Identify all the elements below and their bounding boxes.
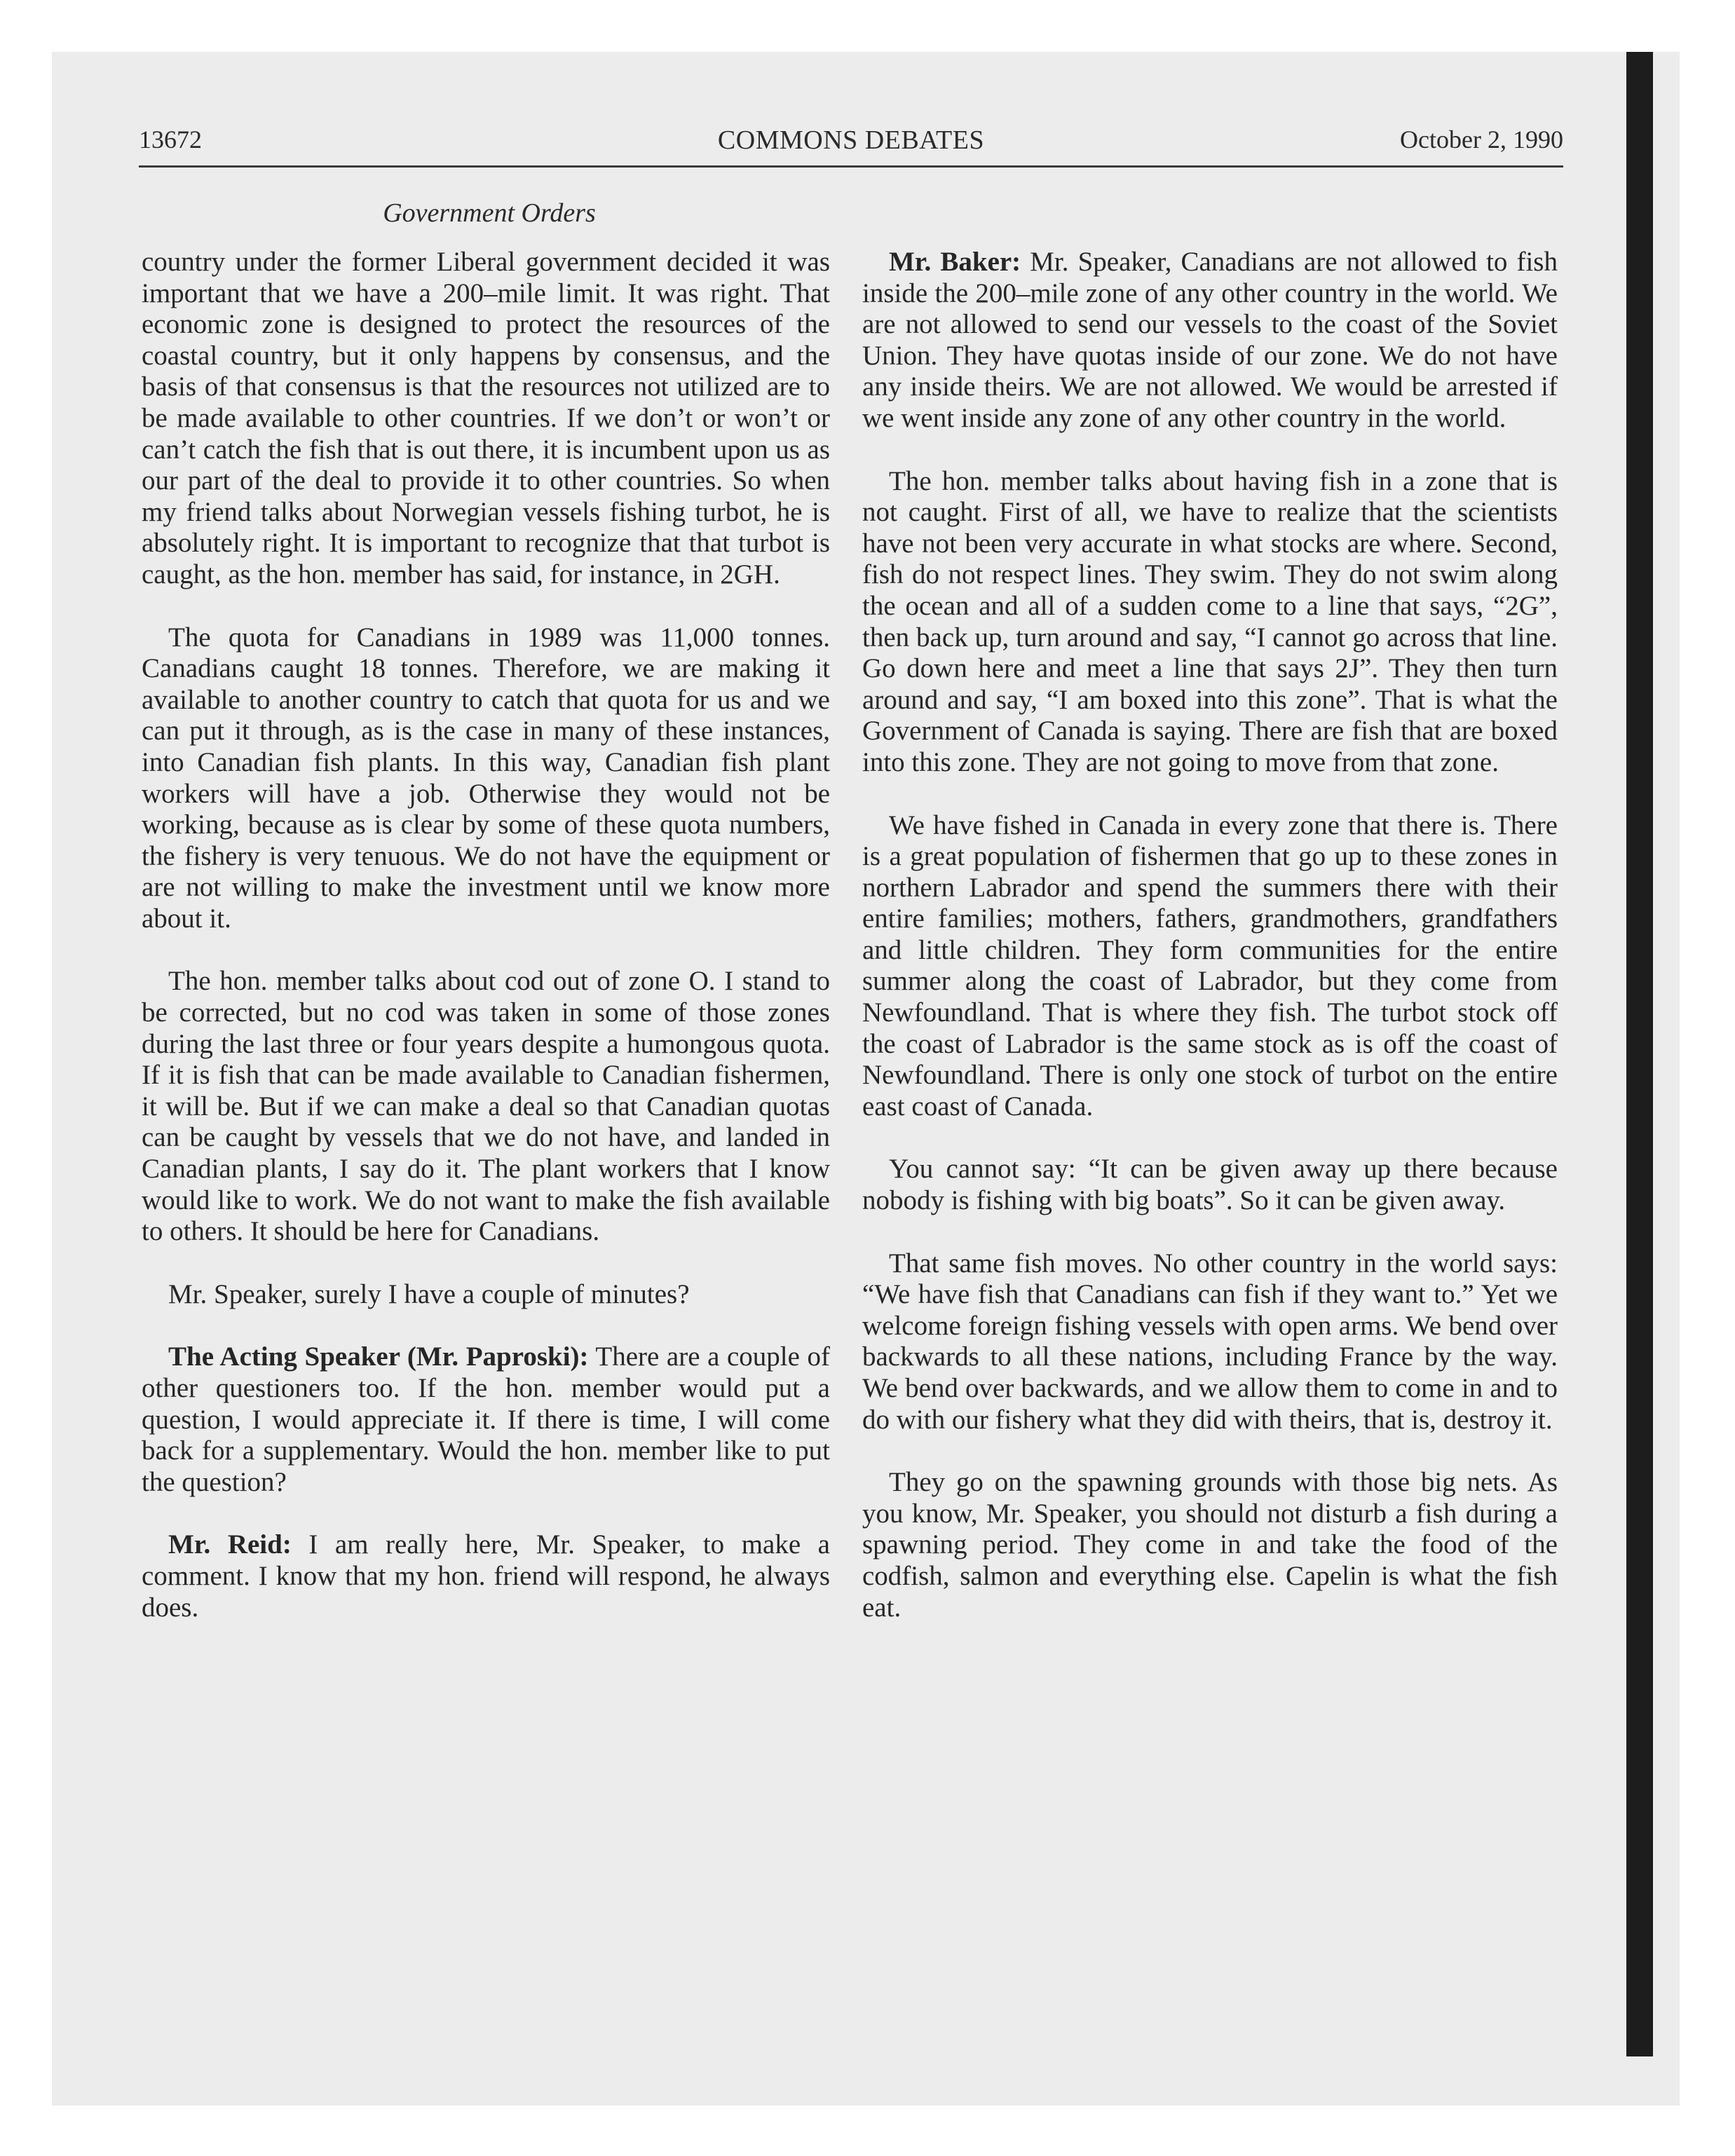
page-number: 13672: [139, 125, 202, 153]
scan-edge-shadow: [1626, 52, 1653, 2056]
header-date: October 2, 1990: [1400, 125, 1563, 153]
section-label: Government Orders: [383, 198, 596, 228]
paragraph: The quota for Canadians in 1989 was 11,000 tonnes. Canadians caught 18 tonnes. Therefore, we are making it available to another country to catch that quota for us and we can put it through, as is the case in many of these instances, into Canadian fish plants. In this way, Canadian fish plant workers will have a job. Otherwise they would not be working, because as is clear by some of these quota numbers, the fishery is very tenuous. We do not have the equipment or are not willing to make the investment until we know more about it.: [142, 622, 830, 934]
paragraph: country under the former Liberal government decided it was important that we have a 200–mile limit. It was right. That economic zone is designed to protect the resources of the coastal country, but it only happens by consensus, and the basis of that consensus is that the resources not utilized are to be made available to other countries. If we don’t or won’t or can’t catch the fish that is out there, it is incumbent upon us as our part of the deal to provide it to other countries. So when my friend talks about Norwegian vessels fishing turbot, he is absolutely right. It is important to recognize that that turbot is caught, as the hon. member has said, for instance, in 2GH.: [142, 247, 830, 589]
left-column: [142, 247, 830, 1623]
paragraph: They go on the spawning grounds with those big nets. As you know, Mr. Speaker, you should not disturb a fish during a spawning period. They come in and take the food of the codfish, salmon and everything else. Capelin is what the fish eat.: [862, 1467, 1558, 1623]
page-header: [139, 125, 1563, 160]
paragraph: [862, 247, 1558, 435]
speech-text: Mr. Speaker, Canadians are not allowed to fish inside the 200–mile zone of any other country in the world. We are not allowed to send our vessels to the coast of the Soviet Union. They have quotas inside of our zone. We do not have any inside theirs. We are not allowed. We would be arrested if we went inside any zone of any other country in the world.: [862, 247, 1558, 433]
speaker-name: Mr. Baker:: [889, 247, 1021, 277]
paragraph: The hon. member talks about cod out of zone O. I stand to be corrected, but no cod was taken in some of those zones during the last three or four years despite a humongous quota. If it is fish that can be made available to Canadian fishermen, it will be. But if we can make a deal so that Canadian quotas can be caught by vessels that we do not have, and landed in Canadian plants, I say do it. The plant workers that I know would like to work. We do not want to make the fish available to others. It should be here for Canadians.: [142, 966, 830, 1247]
paragraph: [142, 1529, 830, 1623]
journal-title: COMMONS DEBATES: [717, 125, 985, 155]
speaker-name: The Acting Speaker (Mr. Paproski):: [168, 1342, 589, 1372]
speech-text: There are a couple of other questioners too. If the hon. member would put a question, I would appreciate it. If there is time, I will come back for a supplementary. Would the hon. member like to put the question?: [142, 1342, 830, 1497]
speaker-name: Mr. Reid:: [168, 1529, 292, 1560]
paragraph: Mr. Speaker, surely I have a couple of minutes?: [168, 1278, 690, 1309]
paragraph: The hon. member talks about having fish in a zone that is not caught. First of all, we have to realize that the scientists have not been very accurate in what stocks are where. Second, fish do not respect lines. They swim. They do not swim along the ocean and all of a sudden come to a line that says, “2G”, then back up, turn around and say, “I cannot go across that line. Go down here and meet a line that says 2J”. They then turn around and say, “I am boxed into this zone”. That is what the Government of Canada is saying. There are fish that are boxed into this zone. They are not going to move from that zone.: [862, 465, 1558, 777]
header-rule: [139, 165, 1563, 168]
right-column: [862, 247, 1558, 1623]
paragraph: That same fish moves. No other country in the world says: “We have fish that Canadians can fish if they want to.” Yet we welcome foreign fishing vessels with open arms. We bend over backwards to all these nations, including France by the way. We bend over backwards, and we allow them to come in and to do with our fishery what they did with theirs, that is, destroy it.: [862, 1248, 1558, 1435]
paragraph: We have fished in Canada in every zone that there is. There is a great population of fishermen that go up to these zones in northern Labrador and spend the summers there with their entire families; mothers, fathers, grandmothers, grandfathers and little children. They form communities for the entire summer along the coast of Labrador, but they come from Newfoundland. That is where they fish. The turbot stock off the coast of Labrador is the same stock as is off the coast of Newfoundland. There is only one stock of turbot on the entire east coast of Canada.: [862, 810, 1558, 1121]
paragraph: [142, 1342, 830, 1498]
speech-text: I am really here, Mr. Speaker, to make a comment. I know that my hon. friend will respond, he always does.: [142, 1529, 830, 1623]
paragraph: You cannot say: “It can be given away up there because nobody is fishing with big boats”. So it can be given away.: [862, 1154, 1558, 1216]
